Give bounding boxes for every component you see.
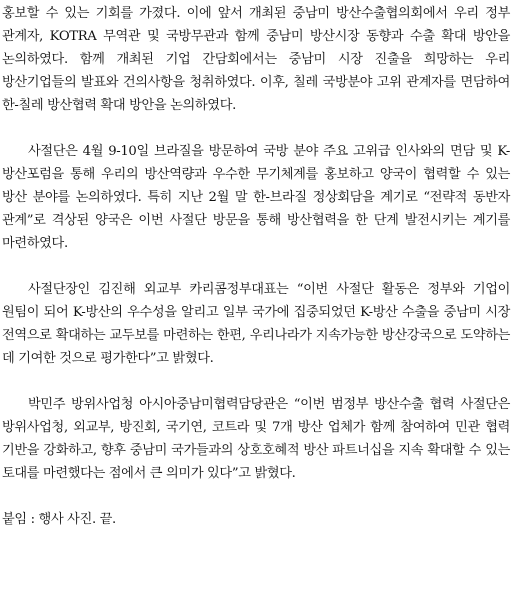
paragraph-spacer	[2, 255, 510, 278]
paragraph-spacer	[2, 370, 510, 393]
paragraph-brazil-visit: 사절단은 4월 9-10일 브라질을 방문하여 국방 분야 주요 고위급 인사와의 면담 및 K-방산포럼을 통해 우리의 방산역량과 우수한 무기체계를 홍보하고 양국이 협력할 수 있는 방산 분야를 논의하였다. 특히 지난 2월 말 한-브라질 정상회담을 계기로 “전략적 동반자 관계”로 격상된 양국은 이번 사절단 방문을 통해 방산협력을 한 단계 발전시키는 계기를 마련하였다.	[2, 144, 510, 251]
paragraph-dapa-quote: 박민주 방위사업청 아시아중남미협력담당관은 “이번 범정부 방산수출 협력 사절단은 방위사업청, 외교부, 방진회, 국기연, 코트라 및 7개 방산 업체가 함께 참여하여 민관 협력 기반을 강화하고, 향후 중남미 국가들과의 상호호혜적 방산 파트너십을 지속 확대할 수 있는 토대를 마련했다는 점에서 큰 의미가 있다”고 밝혔다.	[2, 397, 510, 481]
document-body	[2, 2, 510, 531]
attachment-note: 붙임 : 행사 사진. 끝.	[2, 512, 116, 527]
paragraph-delegation-head-quote: 사절단장인 김진해 외교부 카리콤정부대표는 “이번 사절단 활동은 정부와 기업이 원팀이 되어 K-방산의 우수성을 알리고 일부 국가에 집중되었던 K-방산 수출을 중남미 시장 전역으로 확대하는 교두보를 마련하는 한편, 우리나라가 지속가능한 방산강국으로 도약하는 데 기여한 것으로 평가한다”고 밝혔다.	[2, 282, 510, 366]
paragraph-spacer	[2, 485, 510, 508]
paragraph-seminar-summary: 홍보할 수 있는 기회를 가졌다. 이에 앞서 개최된 중남미 방산수출협의회에서 우리 정부 관계자, KOTRA 무역관 및 국방무관과 함께 중남미 방산시장 동향과 수출 확대 방안을 논의하였다. 함께 개최된 기업 간담회에서는 중남미 시장 진출을 희망하는 우리 방산기업들의 발표와 건의사항을 청취하였다. 이후, 칠레 국방분야 고위 관계자를 면담하여 한-칠레 방산협력 확대 방안을 논의하였다.	[2, 6, 510, 113]
paragraph-spacer	[2, 117, 510, 140]
